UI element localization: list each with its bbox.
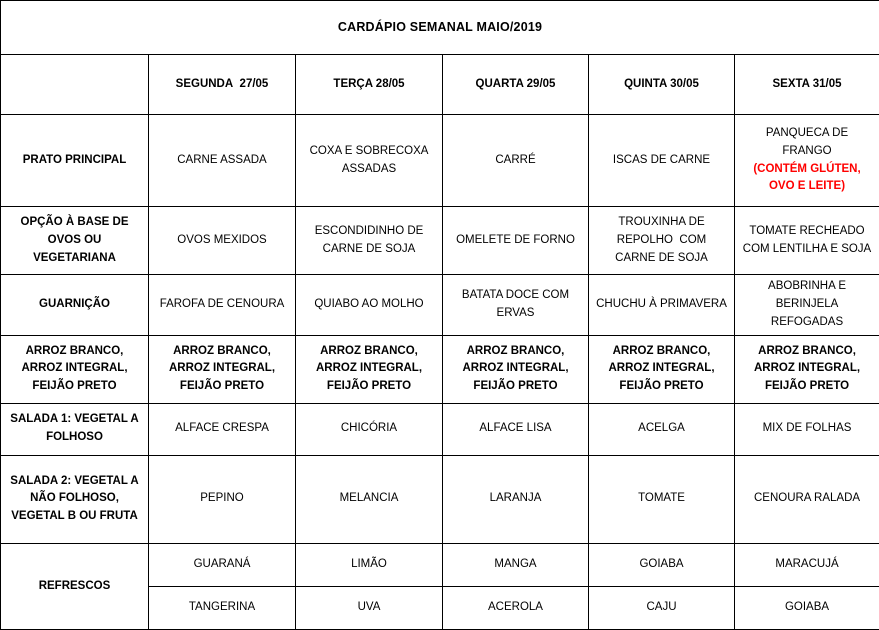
row-refrescos-1 — [1, 543, 879, 586]
menu-cell: OMELETE DE FORNO — [443, 207, 589, 275]
menu-cell: BATATA DOCE COM ERVAS — [443, 275, 589, 335]
menu-cell: MARACUJÁ — [735, 543, 879, 586]
header-empty-cell — [1, 55, 149, 115]
menu-cell: OVOS MEXIDOS — [149, 207, 296, 275]
menu-cell: ABOBRINHA E BERINJELA REFOGADAS — [735, 275, 879, 335]
menu-cell: MELANCIA — [296, 455, 443, 543]
menu-cell: GOIABA — [735, 586, 879, 629]
menu-cell: ALFACE CRESPA — [149, 403, 296, 455]
row-label-refrescos: REFRESCOS — [1, 543, 149, 629]
menu-cell: FAROFA DE CENOURA — [149, 275, 296, 335]
row-prato-principal — [1, 115, 879, 207]
row-salada-1 — [1, 403, 879, 455]
row-arroz-feijao — [1, 335, 879, 403]
row-label-prato-principal: PRATO PRINCIPAL — [1, 115, 149, 207]
dish-name: PANQUECA DE FRANGO — [765, 127, 849, 157]
column-header-tuesday: TERÇA 28/05 — [296, 55, 443, 115]
menu-cell: ARROZ BRANCO, ARROZ INTEGRAL, FEIJÃO PRETO — [149, 335, 296, 403]
row-opcao-vegetariana — [1, 207, 879, 275]
column-header-monday: SEGUNDA 27/05 — [149, 55, 296, 115]
menu-cell: CARNE ASSADA — [149, 115, 296, 207]
menu-cell: ARROZ BRANCO, ARROZ INTEGRAL, FEIJÃO PRETO — [735, 335, 879, 403]
column-header-friday: SEXTA 31/05 — [735, 55, 879, 115]
menu-cell: QUIABO AO MOLHO — [296, 275, 443, 335]
menu-cell: UVA — [296, 586, 443, 629]
allergen-warning: (CONTÉM GLÚTEN, OVO E LEITE) — [753, 162, 861, 193]
menu-cell: ACELGA — [589, 403, 735, 455]
row-label-guarnicao: GUARNIÇÃO — [1, 275, 149, 335]
column-header-thursday: QUINTA 30/05 — [589, 55, 735, 115]
menu-cell: TOMATE — [589, 455, 735, 543]
menu-cell: ESCONDIDINHO DE CARNE DE SOJA — [296, 207, 443, 275]
menu-cell: LIMÃO — [296, 543, 443, 586]
title-row — [1, 1, 879, 55]
menu-cell: TOMATE RECHEADO COM LENTILHA E SOJA — [735, 207, 879, 275]
menu-cell: TANGERINA — [149, 586, 296, 629]
menu-cell: ARROZ BRANCO, ARROZ INTEGRAL, FEIJÃO PRETO — [589, 335, 735, 403]
row-label-arroz-feijao: ARROZ BRANCO, ARROZ INTEGRAL, FEIJÃO PRETO — [1, 335, 149, 403]
menu-cell: MIX DE FOLHAS — [735, 403, 879, 455]
menu-cell: ACEROLA — [443, 586, 589, 629]
row-guarnicao — [1, 275, 879, 335]
menu-cell: CHICÓRIA — [296, 403, 443, 455]
menu-cell: GUARANÁ — [149, 543, 296, 586]
menu-cell: COXA E SOBRECOXA ASSADAS — [296, 115, 443, 207]
column-header-wednesday: QUARTA 29/05 — [443, 55, 589, 115]
menu-cell: ARROZ BRANCO, ARROZ INTEGRAL, FEIJÃO PRETO — [443, 335, 589, 403]
menu-cell: ARROZ BRANCO, ARROZ INTEGRAL, FEIJÃO PRETO — [296, 335, 443, 403]
menu-cell-with-allergen-note — [735, 115, 879, 207]
row-label-salada-1: SALADA 1: VEGETAL A FOLHOSO — [1, 403, 149, 455]
page-title: CARDÁPIO SEMANAL MAIO/2019 — [1, 1, 879, 55]
menu-cell: ALFACE LISA — [443, 403, 589, 455]
menu-cell: ISCAS DE CARNE — [589, 115, 735, 207]
menu-cell: CAJU — [589, 586, 735, 629]
menu-cell: CHUCHU À PRIMAVERA — [589, 275, 735, 335]
menu-cell: CENOURA RALADA — [735, 455, 879, 543]
menu-cell: PEPINO — [149, 455, 296, 543]
menu-cell: CARRÉ — [443, 115, 589, 207]
row-label-opcao-vegetariana: OPÇÃO À BASE DE OVOS OU VEGETARIANA — [1, 207, 149, 275]
row-salada-2 — [1, 455, 879, 543]
menu-cell: LARANJA — [443, 455, 589, 543]
menu-cell: TROUXINHA DE REPOLHO COM CARNE DE SOJA — [589, 207, 735, 275]
row-label-salada-2: SALADA 2: VEGETAL A NÃO FOLHOSO, VEGETAL B OU FRUTA — [1, 455, 149, 543]
menu-cell: MANGA — [443, 543, 589, 586]
header-row — [1, 55, 879, 115]
menu-cell: GOIABA — [589, 543, 735, 586]
